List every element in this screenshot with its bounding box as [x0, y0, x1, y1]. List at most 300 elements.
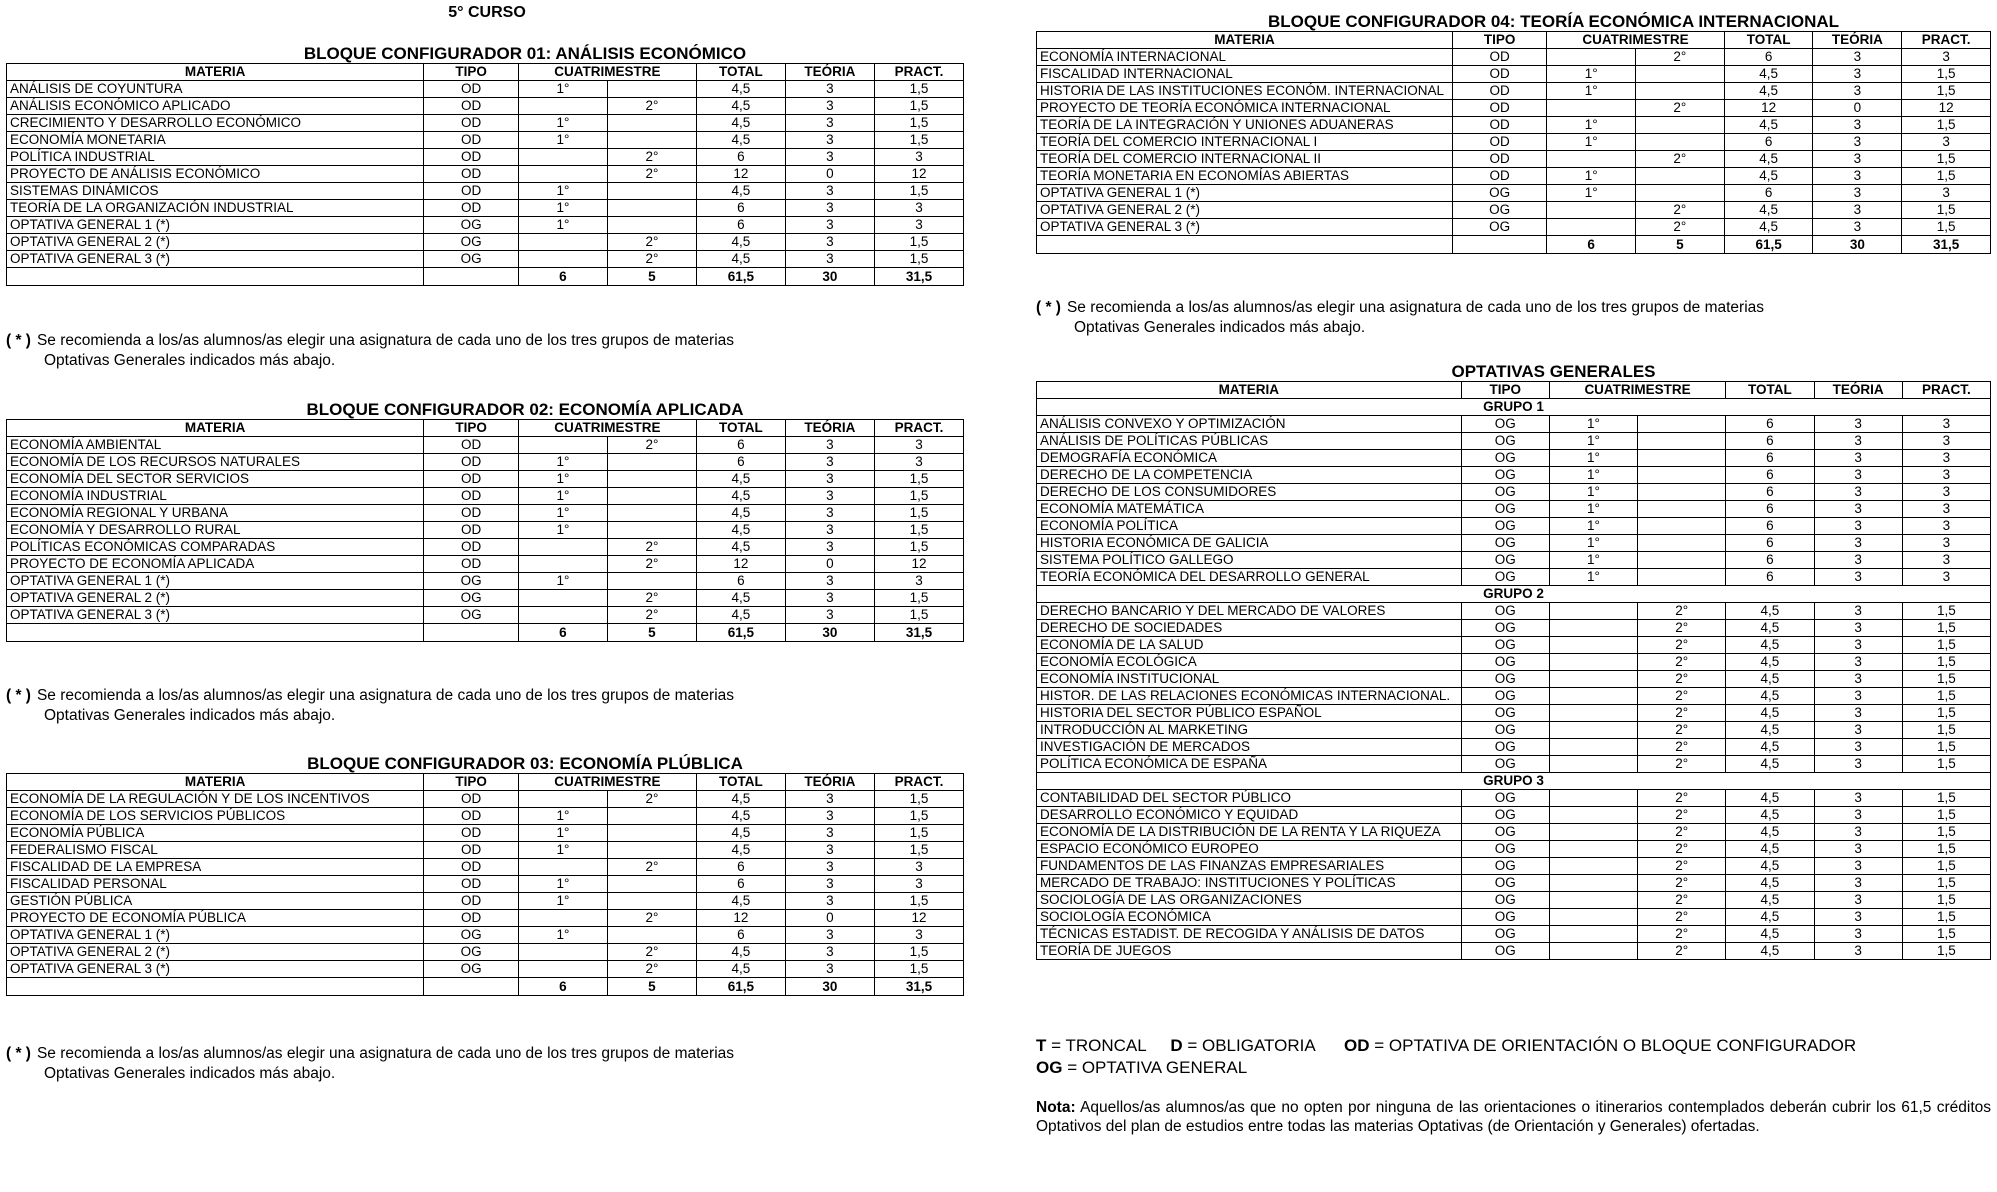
cell-teoria: 3 — [1814, 467, 1902, 484]
cell-tipo: OD — [424, 539, 519, 556]
cell-teoria: 3 — [1814, 807, 1902, 824]
cell-pract: 3 — [1902, 433, 1990, 450]
cell-cuatri-1 — [518, 98, 607, 115]
cell-teoria: 3 — [1813, 168, 1902, 185]
table-row — [1037, 433, 1991, 450]
cell-total: 61,5 — [696, 268, 785, 286]
cell-total: 4,5 — [696, 522, 785, 539]
table-row — [1037, 858, 1991, 875]
cell-materia: FISCALIDAD DE LA EMPRESA — [7, 859, 424, 876]
cell-materia: ECONOMÍA PÚBLICA — [7, 825, 424, 842]
table-row — [1037, 117, 1991, 134]
col-teoria-header: TEÓRIA — [1814, 382, 1902, 399]
cell-cuatri-2 — [607, 825, 696, 842]
cell-pract: 1,5 — [874, 488, 963, 505]
cell-cuatri-1: 1° — [518, 115, 607, 132]
cell-teoria: 0 — [785, 166, 874, 183]
cell-total: 6 — [1724, 134, 1813, 151]
cell-teoria: 3 — [785, 808, 874, 825]
cell-pract: 1,5 — [874, 590, 963, 607]
cell-materia: ECONOMÍA REGIONAL Y URBANA — [7, 505, 424, 522]
cell-materia: ECONOMÍA DEL SECTOR SERVICIOS — [7, 471, 424, 488]
cell-cuatri-2 — [1638, 569, 1726, 586]
cell-cuatri-1: 1° — [518, 200, 607, 217]
cell-tipo: OD — [424, 437, 519, 454]
col-materia-header: MATERIA — [1037, 382, 1462, 399]
cell-tipo: OG — [1461, 756, 1549, 773]
cell-cuatri-2: 2° — [1638, 654, 1726, 671]
cell-pract: 1,5 — [874, 132, 963, 149]
cell-cuatri-1 — [1549, 637, 1637, 654]
table-row — [7, 132, 964, 149]
cell-cuatri-2 — [607, 115, 696, 132]
cell-tipo: OD — [424, 149, 519, 166]
cell-total: 4,5 — [1726, 858, 1814, 875]
cell-cuatri-1: 1° — [518, 927, 607, 944]
cell-pract: 1,5 — [1902, 168, 1991, 185]
cell-teoria: 3 — [785, 573, 874, 590]
cell-cuatri-1: 1° — [1549, 433, 1637, 450]
cell-tipo: OG — [1461, 824, 1549, 841]
cell-teoria: 3 — [1813, 117, 1902, 134]
optativas-title: OPTATIVAS GENERALES — [1451, 362, 1656, 381]
cell-cuatri-1 — [518, 961, 607, 978]
cell-teoria: 3 — [1814, 620, 1902, 637]
group-row — [1037, 773, 1991, 790]
table-row — [7, 200, 964, 217]
cell-tipo: OD — [424, 183, 519, 200]
cell-teoria: 3 — [1814, 637, 1902, 654]
cell-materia: ECONOMÍA INSTITUCIONAL — [1037, 671, 1462, 688]
cell-pract: 31,5 — [874, 978, 963, 996]
table-row — [1037, 790, 1991, 807]
cell-pract: 3 — [1902, 49, 1991, 66]
cell-teoria: 3 — [785, 539, 874, 556]
cell-teoria: 3 — [1814, 875, 1902, 892]
cell-materia: CONTABILIDAD DEL SECTOR PÚBLICO — [1037, 790, 1462, 807]
cell-total: 4,5 — [1726, 739, 1814, 756]
cell-cuatri-1 — [1549, 926, 1637, 943]
cell-cuatri-1 — [1547, 202, 1636, 219]
cell-tipo: OG — [424, 217, 519, 234]
cell-cuatri-1: 1° — [1547, 66, 1636, 83]
cell-cuatri-1 — [1549, 841, 1637, 858]
cell-materia: ANÁLISIS CONVEXO Y OPTIMIZACIÓN — [1037, 416, 1462, 433]
cell-cuatri-2 — [1636, 185, 1725, 202]
cell-teoria: 3 — [1814, 450, 1902, 467]
cell-pract: 1,5 — [874, 234, 963, 251]
cell-total: 6 — [696, 454, 785, 471]
cell-cuatri-2 — [607, 454, 696, 471]
cell-teoria: 3 — [1814, 569, 1902, 586]
cell-materia: ECONOMÍA DE LA REGULACIÓN Y DE LOS INCENTIVOS — [7, 791, 424, 808]
cell-total: 4,5 — [696, 842, 785, 859]
cell-cuatri-1 — [518, 607, 607, 624]
cell-pract: 3 — [874, 454, 963, 471]
table-row — [1037, 637, 1991, 654]
cell-teoria: 3 — [1814, 790, 1902, 807]
cell-pract: 3 — [1902, 518, 1990, 535]
note-line1: Se recomienda a los/as alumnos/as elegir una asignatura de cada uno de los tres grupos de materias — [36, 332, 735, 349]
cell-materia — [1037, 236, 1453, 254]
cell-pract: 1,5 — [874, 183, 963, 200]
table-row — [1037, 535, 1991, 552]
asterisk: ( * ) — [6, 687, 31, 704]
optativas-table — [1036, 381, 1991, 960]
cell-pract: 1,5 — [1902, 824, 1990, 841]
cell-cuatri-1: 1° — [518, 488, 607, 505]
cell-cuatri-2: 5 — [607, 624, 696, 642]
cell-materia: ECONOMÍA DE LA SALUD — [1037, 637, 1462, 654]
cell-total: 4,5 — [1726, 620, 1814, 637]
cell-teoria: 3 — [1814, 484, 1902, 501]
cell-teoria: 3 — [785, 859, 874, 876]
block-02 — [6, 400, 964, 642]
cell-pract: 3 — [1902, 535, 1990, 552]
table-row — [7, 808, 964, 825]
cell-total: 4,5 — [1726, 688, 1814, 705]
cell-tipo: OG — [1461, 433, 1549, 450]
cell-cuatri-1 — [518, 859, 607, 876]
cell-total: 6 — [696, 200, 785, 217]
cell-total: 4,5 — [696, 808, 785, 825]
cell-materia — [7, 978, 424, 996]
block-01 — [6, 44, 964, 286]
cell-materia: PROYECTO DE ANÁLISIS ECONÓMICO — [7, 166, 424, 183]
cell-cuatri-2 — [607, 81, 696, 98]
cell-cuatri-1: 1° — [518, 842, 607, 859]
cell-total: 4,5 — [1726, 790, 1814, 807]
cell-cuatri-1 — [518, 590, 607, 607]
note-line2: Optativas Generales indicados más abajo. — [44, 707, 336, 724]
table-row — [7, 217, 964, 234]
cell-materia: ECONOMÍA DE LOS SERVICIOS PÚBLICOS — [7, 808, 424, 825]
col-tipo-header: TIPO — [424, 774, 519, 791]
cell-tipo: OD — [424, 522, 519, 539]
cell-materia: PROYECTO DE TEORÍA ECONÓMICA INTERNACIONAL — [1037, 100, 1453, 117]
cell-cuatri-1 — [1549, 739, 1637, 756]
cell-teoria: 3 — [1813, 202, 1902, 219]
cell-pract: 1,5 — [1902, 637, 1990, 654]
cell-materia: ECONOMÍA MONETARIA — [7, 132, 424, 149]
cell-cuatri-1 — [518, 944, 607, 961]
cell-cuatri-2: 2° — [1638, 722, 1726, 739]
cell-materia: TEORÍA DEL COMERCIO INTERNACIONAL II — [1037, 151, 1453, 168]
table-row — [1037, 824, 1991, 841]
cell-total: 4,5 — [696, 607, 785, 624]
cell-teoria: 3 — [1814, 705, 1902, 722]
cell-materia: OPTATIVA GENERAL 1 (*) — [1037, 185, 1453, 202]
legend-d-key: D — [1170, 1036, 1183, 1055]
cell-materia: ECONOMÍA INDUSTRIAL — [7, 488, 424, 505]
cell-teoria: 3 — [1813, 49, 1902, 66]
table-row — [1037, 943, 1991, 960]
cell-total: 4,5 — [696, 505, 785, 522]
table-row — [1037, 756, 1991, 773]
table-row — [1037, 185, 1991, 202]
cell-cuatri-2: 2° — [1636, 100, 1725, 117]
cell-total: 12 — [696, 910, 785, 927]
cell-cuatri-1: 1° — [1549, 484, 1637, 501]
cell-cuatri-2 — [1636, 168, 1725, 185]
legend — [1036, 1035, 1991, 1079]
table-row — [1037, 151, 1991, 168]
cell-pract: 1,5 — [1902, 219, 1991, 236]
table-row — [1037, 501, 1991, 518]
cell-tipo: OD — [424, 98, 519, 115]
table-row — [7, 842, 964, 859]
cell-pract: 1,5 — [874, 115, 963, 132]
cell-teoria: 3 — [785, 927, 874, 944]
table-row — [7, 488, 964, 505]
cell-pract: 3 — [1902, 134, 1991, 151]
cell-total: 6 — [696, 927, 785, 944]
cell-cuatri-1 — [1547, 151, 1636, 168]
cell-cuatri-1: 1° — [1547, 134, 1636, 151]
table-row — [1037, 926, 1991, 943]
cell-cuatri-2: 2° — [607, 149, 696, 166]
cell-cuatri-1 — [518, 166, 607, 183]
col-cuatrimestre-header: CUATRIMESTRE — [518, 774, 696, 791]
cell-cuatri-1: 1° — [1549, 501, 1637, 518]
cell-tipo: OG — [1461, 892, 1549, 909]
cell-materia: TEORÍA ECONÓMICA DEL DESARROLLO GENERAL — [1037, 569, 1462, 586]
cell-teoria: 3 — [1814, 824, 1902, 841]
cell-pract: 1,5 — [1902, 151, 1991, 168]
cell-cuatri-1 — [1549, 705, 1637, 722]
cell-tipo: OD — [424, 454, 519, 471]
cell-materia: FISCALIDAD PERSONAL — [7, 876, 424, 893]
cell-materia: OPTATIVA GENERAL 3 (*) — [1037, 219, 1453, 236]
cell-cuatri-1 — [518, 539, 607, 556]
cell-cuatri-1: 6 — [518, 978, 607, 996]
block-02-table — [6, 419, 964, 642]
cell-cuatri-2 — [1638, 450, 1726, 467]
cell-teoria: 3 — [785, 149, 874, 166]
cell-pract: 1,5 — [1902, 705, 1990, 722]
cell-materia: ECONOMÍA POLÍTICA — [1037, 518, 1462, 535]
cell-pract: 3 — [1902, 501, 1990, 518]
cell-total: 6 — [1726, 535, 1814, 552]
col-tipo-header: TIPO — [1461, 382, 1549, 399]
cell-pract: 1,5 — [1902, 117, 1991, 134]
cell-cuatri-2: 2° — [607, 791, 696, 808]
cell-teoria: 3 — [785, 590, 874, 607]
cell-pract: 3 — [874, 437, 963, 454]
col-total-header: TOTAL — [696, 64, 785, 81]
col-teoria-header: TEÓRIA — [785, 64, 874, 81]
table-row — [1037, 518, 1991, 535]
col-cuatrimestre-header: CUATRIMESTRE — [1549, 382, 1725, 399]
cell-pract: 1,5 — [1902, 620, 1990, 637]
group-label: GRUPO 1 — [1037, 399, 1991, 416]
cell-pract: 1,5 — [1902, 875, 1990, 892]
cell-materia: POLÍTICA INDUSTRIAL — [7, 149, 424, 166]
cell-total: 4,5 — [1724, 151, 1813, 168]
cell-pract: 1,5 — [874, 842, 963, 859]
cell-total: 4,5 — [696, 944, 785, 961]
cell-cuatri-2: 2° — [607, 166, 696, 183]
cell-cuatri-1 — [1549, 824, 1637, 841]
cell-tipo: OG — [424, 573, 519, 590]
table-row — [7, 927, 964, 944]
cell-tipo: OD — [424, 842, 519, 859]
cell-teoria: 0 — [1813, 100, 1902, 117]
col-teoria-header: TEÓRIA — [1813, 32, 1902, 49]
block-01-table — [6, 63, 964, 286]
cell-tipo: OD — [424, 471, 519, 488]
cell-materia: MERCADO DE TRABAJO: INSTITUCIONES Y POLÍTICAS — [1037, 875, 1462, 892]
cell-teoria: 3 — [785, 81, 874, 98]
cell-materia: SISTEMA POLÍTICO GALLEGO — [1037, 552, 1462, 569]
cell-cuatri-2: 2° — [1638, 858, 1726, 875]
cell-pract: 3 — [874, 927, 963, 944]
cell-tipo: OG — [1461, 841, 1549, 858]
cell-tipo: OG — [1453, 185, 1547, 202]
table-row — [1037, 202, 1991, 219]
cell-materia: ECONOMÍA INTERNACIONAL — [1037, 49, 1453, 66]
cell-tipo: OG — [424, 590, 519, 607]
cell-cuatri-2: 2° — [607, 437, 696, 454]
table-row — [7, 149, 964, 166]
table-row — [1037, 467, 1991, 484]
cell-cuatri-1: 1° — [518, 183, 607, 200]
cell-pract: 1,5 — [1902, 603, 1990, 620]
cell-teoria: 3 — [1814, 909, 1902, 926]
cell-cuatri-2: 2° — [1638, 603, 1726, 620]
table-row — [7, 522, 964, 539]
cell-teoria: 3 — [1813, 151, 1902, 168]
cell-cuatri-2: 2° — [1636, 202, 1725, 219]
cell-cuatri-1 — [1549, 790, 1637, 807]
cell-cuatri-2 — [1636, 134, 1725, 151]
cell-pract: 1,5 — [874, 539, 963, 556]
cell-pract: 1,5 — [874, 522, 963, 539]
legend-og-val: = OPTATIVA GENERAL — [1067, 1058, 1248, 1077]
col-materia-header: MATERIA — [7, 64, 424, 81]
cell-cuatri-2 — [1638, 535, 1726, 552]
cell-pract: 3 — [874, 217, 963, 234]
cell-total: 4,5 — [696, 132, 785, 149]
cell-teoria: 3 — [785, 825, 874, 842]
legend-og-key: OG — [1036, 1058, 1063, 1077]
cell-pract: 1,5 — [1902, 671, 1990, 688]
cell-materia: OPTATIVA GENERAL 3 (*) — [7, 251, 424, 268]
cell-tipo: OG — [1461, 926, 1549, 943]
cell-pract: 1,5 — [1902, 841, 1990, 858]
cell-teoria: 0 — [785, 910, 874, 927]
table-row — [1037, 671, 1991, 688]
note-line2: Optativas Generales indicados más abajo. — [1074, 319, 1366, 336]
cell-total: 6 — [1726, 518, 1814, 535]
cell-cuatri-1 — [1549, 603, 1637, 620]
cell-materia: DERECHO BANCARIO Y DEL MERCADO DE VALORES — [1037, 603, 1462, 620]
cell-materia: ANÁLISIS DE POLÍTICAS PÚBLICAS — [1037, 433, 1462, 450]
cell-total: 4,5 — [696, 81, 785, 98]
cell-materia — [7, 268, 424, 286]
col-teoria-header: TEÓRIA — [785, 420, 874, 437]
cell-teoria: 3 — [785, 132, 874, 149]
cell-cuatri-1 — [518, 556, 607, 573]
cell-tipo: OG — [1461, 875, 1549, 892]
col-tipo-header: TIPO — [1453, 32, 1547, 49]
table-row — [1037, 739, 1991, 756]
cell-pract: 1,5 — [874, 471, 963, 488]
block-01-note — [6, 331, 964, 371]
cell-tipo: OD — [424, 910, 519, 927]
cell-materia: TEORÍA DEL COMERCIO INTERNACIONAL I — [1037, 134, 1453, 151]
cell-total: 4,5 — [1726, 603, 1814, 620]
cell-pract: 1,5 — [874, 825, 963, 842]
cell-tipo: OG — [1461, 535, 1549, 552]
cell-teoria: 3 — [785, 791, 874, 808]
cell-total: 6 — [696, 573, 785, 590]
cell-materia: ANÁLISIS DE COYUNTURA — [7, 81, 424, 98]
table-row — [7, 573, 964, 590]
cell-pract: 3 — [1902, 569, 1990, 586]
cell-total: 4,5 — [1726, 671, 1814, 688]
cell-cuatri-1: 6 — [518, 624, 607, 642]
group-label: GRUPO 2 — [1037, 586, 1991, 603]
cell-pract: 1,5 — [874, 961, 963, 978]
cell-total: 4,5 — [696, 488, 785, 505]
cell-cuatri-1: 1° — [518, 132, 607, 149]
cell-tipo: OG — [1461, 637, 1549, 654]
cell-teoria: 3 — [1814, 739, 1902, 756]
cell-teoria: 3 — [1814, 926, 1902, 943]
cell-cuatri-1: 1° — [1549, 552, 1637, 569]
table-row — [1037, 654, 1991, 671]
cell-cuatri-2: 2° — [607, 234, 696, 251]
cell-cuatri-2 — [607, 471, 696, 488]
cell-tipo: OG — [1461, 552, 1549, 569]
cell-pract: 3 — [874, 876, 963, 893]
cell-tipo: OG — [1461, 416, 1549, 433]
cell-pract: 12 — [874, 166, 963, 183]
cell-total: 4,5 — [1724, 66, 1813, 83]
table-row — [1037, 841, 1991, 858]
cell-cuatri-2: 2° — [607, 607, 696, 624]
col-cuatrimestre-header: CUATRIMESTRE — [518, 420, 696, 437]
table-row — [7, 98, 964, 115]
asterisk: ( * ) — [1036, 299, 1061, 316]
cell-teoria: 3 — [1814, 756, 1902, 773]
cell-cuatri-1 — [1549, 875, 1637, 892]
cell-cuatri-2: 2° — [607, 98, 696, 115]
cell-tipo — [1453, 236, 1547, 254]
cell-pract: 31,5 — [1902, 236, 1991, 254]
cell-teoria: 30 — [785, 624, 874, 642]
table-row — [1037, 909, 1991, 926]
cell-pract: 1,5 — [874, 791, 963, 808]
asterisk: ( * ) — [6, 332, 31, 349]
cell-pract: 1,5 — [1902, 943, 1990, 960]
cell-teoria: 30 — [785, 268, 874, 286]
cell-total: 4,5 — [696, 471, 785, 488]
cell-materia — [7, 624, 424, 642]
cell-cuatri-1 — [1549, 654, 1637, 671]
cell-pract: 1,5 — [874, 81, 963, 98]
cell-cuatri-2: 2° — [1638, 790, 1726, 807]
cell-tipo: OD — [424, 115, 519, 132]
cell-cuatri-2 — [607, 488, 696, 505]
group-row — [1037, 586, 1991, 603]
cell-pract: 1,5 — [874, 98, 963, 115]
cell-cuatri-1 — [1549, 722, 1637, 739]
cell-materia: PROYECTO DE ECONOMÍA APLICADA — [7, 556, 424, 573]
cell-tipo: OG — [1461, 620, 1549, 637]
table-row — [7, 961, 964, 978]
